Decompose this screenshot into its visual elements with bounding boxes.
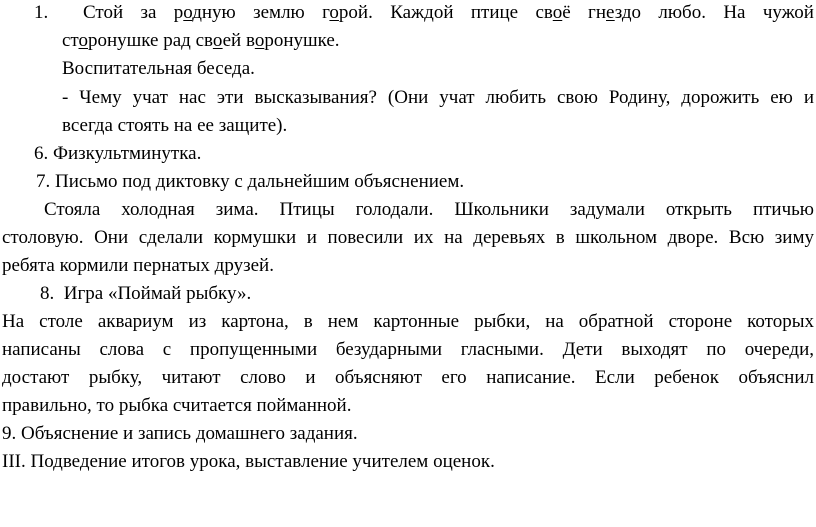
underlined-vowel: о [212,30,223,51]
dictation-line-3: ребята кормили пернатых друзей. [2,255,274,276]
proverb-line-1 [34,2,814,24]
proverb-text-segment: ё гн [562,2,607,23]
game-line-1: На столе аквариум из картона, в нем картонные рыбки, на обратной стороне которых [2,311,814,332]
beseda-title: Воспитательная беседа. [62,58,255,79]
underlined-vowel: о [183,2,193,23]
dictation-line-1: Стояла холодная зима. Птицы голодали. Школьники задумали открыть птичью [44,199,814,220]
proverb-line-2 [62,30,340,52]
proverb-text-segment: ронушке. [264,30,340,51]
underlined-vowel: о [552,2,563,23]
item-7-heading: 7. Письмо под диктовку с дальнейшим объяснением. [36,171,465,192]
proverb-text-segment: ей в [222,30,255,51]
beseda-question-line-1: - Чему учат нас эти высказывания? (Они учат любить свою Родину, дорожить ею и [62,87,814,108]
beseda-question-line-2: всегда стоять на ее защите). [62,115,288,136]
proverb-text-segment: здо любо. На чужой [614,2,814,23]
proverb-text-segment: рой. Каждой птице св [338,2,553,23]
underlined-vowel: о [254,30,265,51]
game-line-3: достают рыбку, читают слово и объясняют его написание. Если ребенок объяснил [2,367,814,388]
item-9-heading: 9. Объяснение и запись домашнего задания. [2,423,358,444]
proverb-text-segment: 1. Стой за р [34,2,184,23]
game-line-4: правильно, то рыбка считается пойманной. [2,395,352,416]
item-8-heading: 8. Игра «Поймай рыбку». [40,283,252,304]
underlined-vowel: о [329,2,339,23]
underlined-vowel: е [606,2,615,23]
dictation-line-2: столовую. Они сделали кормушки и повесили их на деревьях в школьном дворе. Всю зиму [2,227,814,248]
item-6-heading: 6. Физкультминутка. [34,143,202,164]
item-III-heading: III. Подведение итогов урока, выставление учителем оценок. [2,451,495,472]
game-line-2: написаны слова с пропущенными безударными гласными. Дети выходят по очереди, [2,339,814,360]
proverb-text-segment: ронушке рад св [88,30,213,51]
proverb-text-segment: ст [62,30,79,51]
underlined-vowel: о [78,30,88,51]
proverb-text-segment: дную землю г [192,2,330,23]
